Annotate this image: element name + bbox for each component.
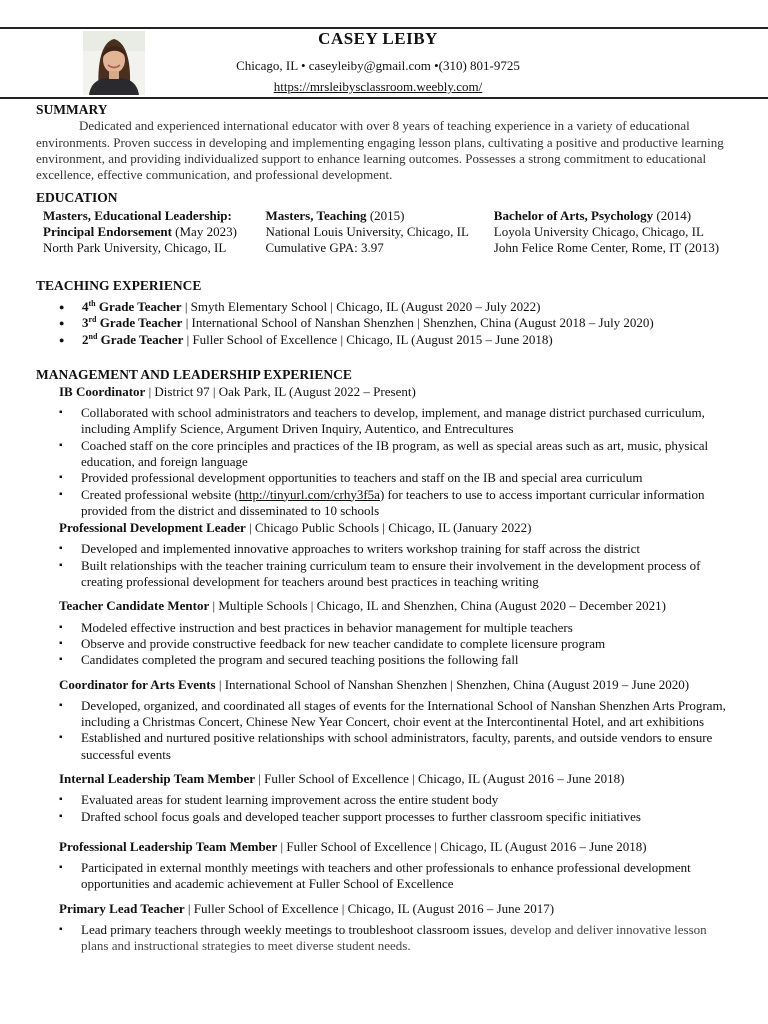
role-bullets [36, 860, 736, 893]
summary-heading: SUMMARY [36, 102, 108, 117]
school-name: Loyola University Chicago, Chicago, IL [493, 224, 704, 240]
role-bullets [36, 922, 736, 955]
teaching-list [36, 299, 736, 349]
role-heading: IB Coordinator | District 97 | Oak Park, IL (August 2022 – Present) [59, 383, 416, 399]
list-item: ▪ Developed and implemented innovative approaches to writers workshop training for staff across the district [36, 541, 736, 557]
role-bullets [36, 620, 736, 669]
role-bullets [36, 698, 736, 763]
list-item: ▪ Candidates completed the program and secured teaching positions the following fall [36, 652, 736, 668]
summary-text: Dedicated and experienced international educator with over 8 years of teaching experience in a variety of educational environments. Proven success in developing and implementing engaging lesson plans, cultivating a positive and productive learning environment, and providing individualized support to enhance learning outcomes. Possesses a strong commitment to educational excellence, effective communication, and professional development. [36, 118, 724, 183]
resume-body [36, 102, 736, 955]
role-bullets [36, 541, 736, 590]
school-name: National Louis University, Chicago, IL [265, 224, 469, 240]
list-item: ▪ Evaluated areas for student learning improvement across the entire student body [36, 792, 736, 808]
role-bullets [36, 792, 736, 825]
education-heading: EDUCATION [36, 190, 118, 206]
list-item: ● 3rd Grade Teacher | International School of Nanshan Shenzhen | Shenzhen, China (August 2018 – July 2020) [36, 315, 736, 332]
degree-title: Masters, Teaching [265, 207, 367, 223]
list-item: ● 2nd Grade Teacher | Fuller School of Excellence | Chicago, IL (August 2015 – June 2018) [36, 332, 736, 349]
role-bullets [36, 405, 736, 519]
applicant-name: CASEY LEIBY [318, 29, 438, 48]
list-item: ● 4th Grade Teacher | Smyth Elementary School | Chicago, IL (August 2020 – July 2022) [36, 299, 736, 316]
list-item: ▪ Established and nurtured positive relationships with school administrators, faculty, parents, and outside vendors to ensure successful events [36, 730, 736, 763]
list-item: ▪ Coached staff on the core principles and practices of the IB program, as well as special areas such as art, music, physical education, and foreign language [36, 438, 736, 471]
list-item: ▪ Collaborated with school administrators and teachers to develop, implement, and manage district purchased curriculum, including Amplify Science, Argument Driven Inquiry, Autentico, and Entrecultures [36, 405, 736, 438]
degree-title: Masters, Educational Leadership: [43, 207, 232, 223]
education-grid [36, 208, 736, 257]
degree-date: (2015) [366, 207, 405, 223]
list-item: ▪ Participated in external monthly meetings with teachers and other professionals to enhance professional development opportunities and academic achievement at Fuller School of Excellence [36, 860, 736, 893]
website-line [0, 79, 756, 95]
list-item: ▪ Modeled effective instruction and best practices in behavior management for multiple teachers [36, 620, 736, 636]
management-heading: MANAGEMENT AND LEADERSHIP EXPERIENCE [36, 367, 352, 383]
role-heading: Professional Development Leader | Chicago Public Schools | Chicago, IL (January 2022) [59, 520, 532, 536]
education-col-3 [494, 208, 736, 257]
website-link[interactable]: https://mrsleibysclassroom.weebly.com/ [273, 79, 483, 94]
list-item: ▪ Created professional website (http://tinyurl.com/crhy3f5a) for teachers to use to access important curricular information provided from the district and disseminated to 10 schools [36, 487, 736, 520]
degree-title: Bachelor of Arts, Psychology [493, 207, 654, 223]
role-heading: Teacher Candidate Mentor | Multiple Schools | Chicago, IL and Shenzhen, China (August 2020 – December 2021) [59, 598, 666, 614]
school-name: North Park University, Chicago, IL [43, 240, 227, 256]
header-rule [0, 97, 768, 99]
list-item: ▪ Lead primary teachers through weekly meetings to troubleshoot classroom issues, develop and deliver innovative lesson plans and instructional strategies to meet diverse student needs. [36, 922, 736, 955]
degree-date: (May 2023) [171, 224, 237, 240]
list-item: ▪ Provided professional development opportunities to teachers and staff on the IB and special area curriculum [36, 470, 736, 486]
list-item: ▪ Developed, organized, and coordinated all stages of events for the International School of Nanshan Shenzhen Arts Program, including a Christmas Concert, Chinese New Year Concert, choir event at the Intercontinental Hotel, and art exhibitions [36, 698, 736, 731]
website-link[interactable]: http://tinyurl.com/crhy3f5a [238, 486, 380, 502]
teaching-heading: TEACHING EXPERIENCE [36, 277, 202, 293]
list-item: ▪ Drafted school focus goals and developed teacher support processes to further classroom specific initiatives [36, 809, 736, 825]
education-col-2 [265, 208, 493, 257]
contact-line: Chicago, IL • caseyleiby@gmail.com •(310) 801-9725 [236, 58, 520, 73]
role-heading: Internal Leadership Team Member | Fuller School of Excellence | Chicago, IL (August 2016 – June 2018) [59, 771, 625, 786]
education-col-1 [36, 208, 265, 257]
gpa: Cumulative GPA: 3.97 [265, 240, 384, 256]
role-heading: Professional Leadership Team Member | Fuller School of Excellence | Chicago, IL (August 2016 – June 2018) [59, 838, 647, 854]
degree-endorsement: Principal Endorsement [43, 224, 172, 240]
degree-date: (2014) [653, 207, 692, 223]
school-name: John Felice Rome Center, Rome, IT (2013) [493, 240, 720, 256]
list-item: ▪ Observe and provide constructive feedback for new teacher candidate to complete licensure program [36, 636, 736, 652]
role-heading: Primary Lead Teacher | Fuller School of Excellence | Chicago, IL (August 2016 – June 2017) [59, 900, 555, 916]
role-heading: Coordinator for Arts Events | International School of Nanshan Shenzhen | Shenzhen, China (August 2019 – June 2020) [59, 676, 690, 692]
list-item: ▪ Built relationships with the teacher training curriculum team to ensure their involvement in the development process of creating professional development for teachers around best practices in teaching writing [36, 558, 736, 591]
